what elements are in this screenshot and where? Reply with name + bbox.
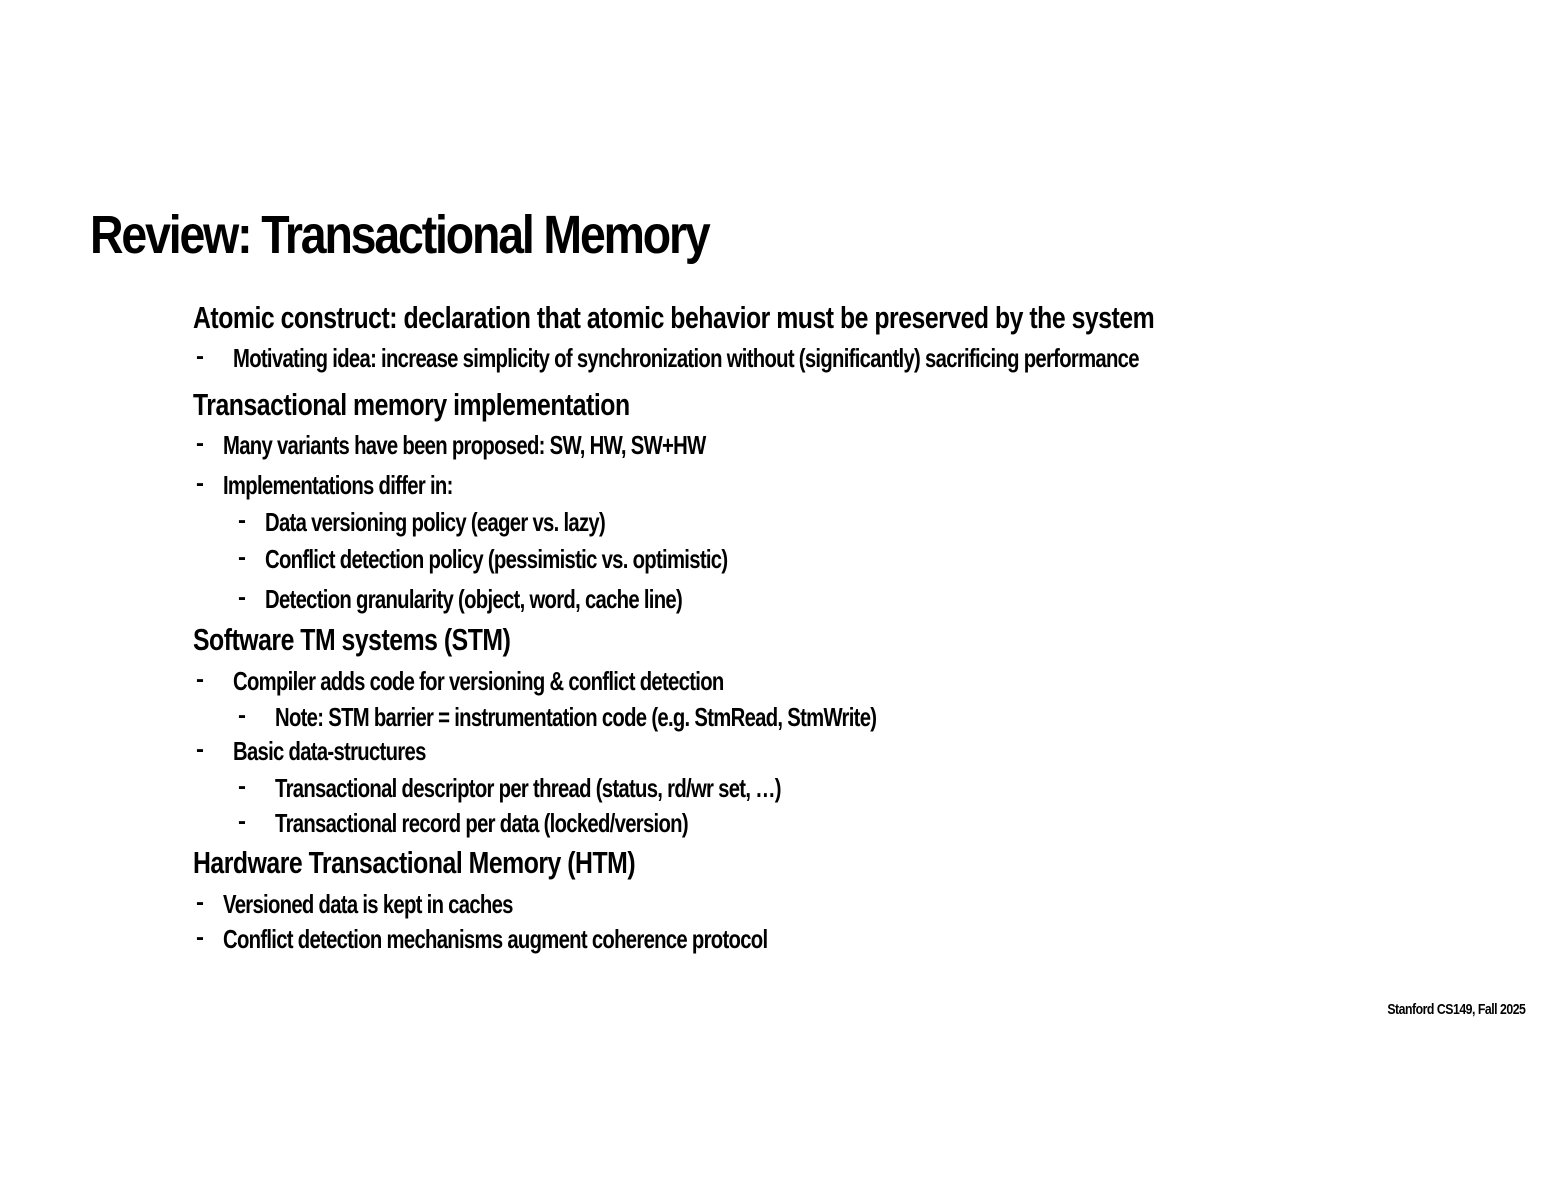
bullet-versioned-data: Versioned data is kept in caches — [223, 889, 513, 919]
bullet-transactional-descriptor: Transactional descriptor per thread (status, rd/wr set, …) — [275, 773, 781, 803]
dash-marker: - — [196, 343, 204, 370]
slide-title: Review: Transactional Memory — [90, 205, 709, 265]
dash-marker: - — [238, 702, 246, 729]
bullet-data-versioning: Data versioning policy (eager vs. lazy) — [265, 507, 606, 537]
bullet-software-tm: Software TM systems (STM) — [193, 622, 511, 657]
bullet-motivating-idea: Motivating idea: increase simplicity of synchronization without (significantly) sacrificing performance — [233, 343, 1139, 373]
dash-marker: - — [238, 507, 246, 534]
bullet-hardware-tm: Hardware Transactional Memory (HTM) — [193, 845, 636, 880]
bullet-variants: Many variants have been proposed: SW, HW, SW+HW — [223, 430, 706, 460]
dash-marker: - — [196, 666, 204, 693]
dash-marker: - — [196, 736, 204, 763]
dash-marker: - — [238, 584, 246, 611]
dash-marker: - — [238, 773, 246, 800]
dash-marker: - — [196, 924, 204, 951]
bullet-conflict-detection-mechanisms: Conflict detection mechanisms augment coherence protocol — [223, 924, 768, 954]
dash-marker: - — [238, 808, 246, 835]
bullet-atomic-construct: Atomic construct: declaration that atomic behavior must be preserved by the system — [193, 300, 1155, 335]
bullet-stm-barrier: Note: STM barrier = instrumentation code (e.g. StmRead, StmWrite) — [275, 702, 877, 732]
dash-marker: - — [196, 470, 204, 497]
bullet-conflict-detection-policy: Conflict detection policy (pessimistic vs. optimistic) — [265, 544, 728, 574]
slide-footer: Stanford CS149, Fall 2025 — [1386, 1001, 1525, 1018]
dash-marker: - — [196, 889, 204, 916]
dash-marker: - — [196, 430, 204, 457]
bullet-compiler-adds-code: Compiler adds code for versioning & conflict detection — [233, 666, 724, 696]
bullet-detection-granularity: Detection granularity (object, word, cache line) — [265, 584, 683, 614]
bullet-basic-data-structures: Basic data-structures — [233, 736, 426, 766]
dash-marker: - — [238, 544, 246, 571]
bullet-implementations-differ: Implementations differ in: — [223, 470, 453, 500]
bullet-transactional-record: Transactional record per data (locked/version) — [275, 808, 688, 838]
bullet-tm-implementation: Transactional memory implementation — [193, 387, 630, 422]
